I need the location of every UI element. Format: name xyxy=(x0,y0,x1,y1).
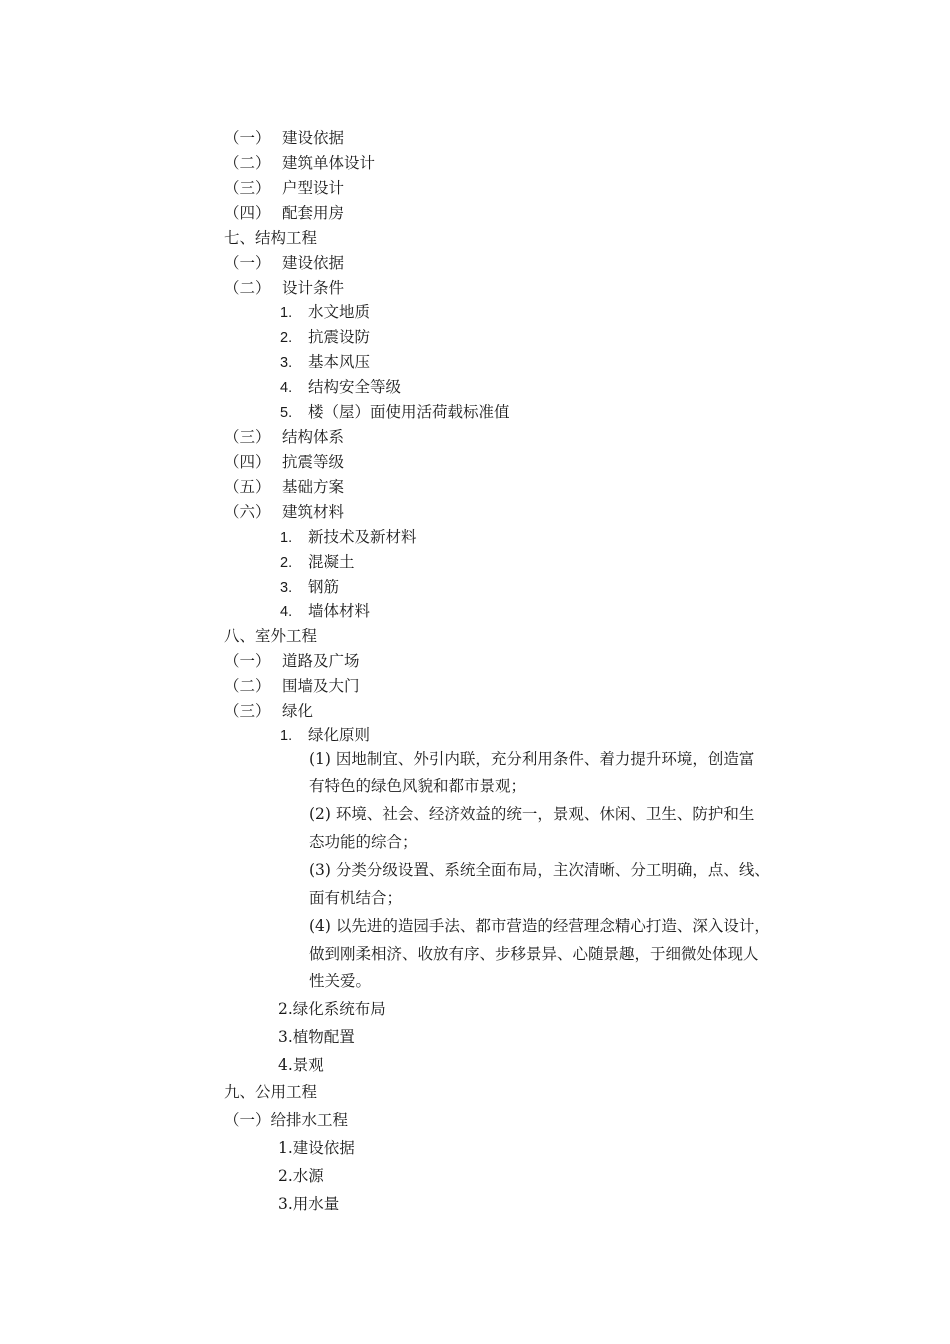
outline-line xyxy=(224,701,313,721)
line-text: 抗震设防 xyxy=(308,328,371,346)
list-marker: 4. xyxy=(280,380,293,396)
outline-line xyxy=(280,327,370,348)
outline-line xyxy=(278,1027,355,1047)
line-text: （一）给排水工程 xyxy=(224,1111,349,1129)
line-text: 基本风压 xyxy=(308,353,371,371)
section-heading xyxy=(224,1082,317,1102)
line-text: 新技术及新材料 xyxy=(308,528,417,546)
list-marker: 5. xyxy=(280,405,293,421)
outline-line xyxy=(278,999,386,1019)
outline-line xyxy=(280,725,370,746)
outline-line xyxy=(224,502,344,522)
line-text: 3.用水量 xyxy=(278,1195,340,1213)
line-text: (4) 以先进的造园手法、都市营造的经营理念精心打造、深入设计， xyxy=(309,917,770,935)
line-text: 2.绿化系统布局 xyxy=(278,1000,386,1018)
line-text: 面有机结合； xyxy=(309,889,403,907)
line-text: 有特色的绿色风貌和都市景观； xyxy=(309,777,527,795)
line-text: 1.建设依据 xyxy=(278,1139,355,1157)
line-text: 基础方案 xyxy=(282,478,345,496)
outline-line xyxy=(280,577,339,598)
list-marker: （四） xyxy=(224,453,271,471)
outline-line xyxy=(280,402,510,423)
line-text: 结构安全等级 xyxy=(308,378,402,396)
line-text: 3.植物配置 xyxy=(278,1028,355,1046)
line-text: 做到刚柔相济、收放有序、步移景异、心随景趣，于细微处体现人 xyxy=(309,945,759,963)
list-marker: （一） xyxy=(224,254,271,272)
list-marker: 4. xyxy=(280,604,293,620)
list-marker: （五） xyxy=(224,478,271,496)
line-text: 绿化原则 xyxy=(308,726,371,744)
list-marker: 2. xyxy=(280,330,293,346)
outline-line xyxy=(280,377,401,398)
line-text: 2.水源 xyxy=(278,1167,324,1185)
line-text: 绿化 xyxy=(282,702,314,720)
line-text: 七、结构工程 xyxy=(224,229,318,247)
section-heading xyxy=(224,228,317,248)
outline-line xyxy=(309,916,770,936)
outline-line xyxy=(224,153,375,173)
outline-line xyxy=(309,944,759,964)
list-marker: 2. xyxy=(280,555,293,571)
line-text: 抗震等级 xyxy=(282,453,345,471)
line-text: 八、室外工程 xyxy=(224,627,318,645)
outline-line xyxy=(309,776,526,796)
outline-line xyxy=(278,1055,324,1075)
list-marker: （一） xyxy=(224,129,271,147)
outline-line xyxy=(309,860,770,880)
outline-line xyxy=(309,971,371,991)
list-marker: （二） xyxy=(224,677,271,695)
outline-line xyxy=(280,527,417,548)
list-marker: 1. xyxy=(280,305,293,321)
list-marker: （三） xyxy=(224,179,271,197)
list-marker: （三） xyxy=(224,428,271,446)
list-marker: （六） xyxy=(224,503,271,521)
list-marker: （一） xyxy=(224,652,271,670)
line-text: 九、公用工程 xyxy=(224,1083,318,1101)
outline-line xyxy=(280,302,370,323)
line-text: 配套用房 xyxy=(282,204,345,222)
line-text: 性关爱。 xyxy=(309,972,372,990)
outline-line xyxy=(309,832,418,852)
list-marker: 1. xyxy=(280,530,293,546)
outline-line xyxy=(309,749,754,769)
line-text: 混凝土 xyxy=(308,553,355,571)
line-text: 结构体系 xyxy=(282,428,345,446)
outline-line xyxy=(224,651,360,671)
outline-line xyxy=(224,203,344,223)
outline-line xyxy=(224,477,344,497)
outline-line xyxy=(280,552,355,573)
outline-line xyxy=(224,178,344,198)
outline-line xyxy=(224,253,344,273)
outline-line xyxy=(309,888,402,908)
outline-line xyxy=(224,1110,348,1130)
line-text: (2) 环境、社会、经济效益的统一，景观、休闲、卫生、防护和生 xyxy=(309,805,755,823)
line-text: 户型设计 xyxy=(282,179,345,197)
outline-line xyxy=(309,804,754,824)
outline-line xyxy=(224,427,344,447)
line-text: (1) 因地制宜、外引内联，充分利用条件、着力提升环境，创造富 xyxy=(309,750,755,768)
line-text: (3) 分类分级设置、系统全面布局，主次清晰、分工明确，点、线、 xyxy=(309,861,770,879)
line-text: 态功能的综合； xyxy=(309,833,418,851)
outline-line xyxy=(280,352,370,373)
list-marker: 3. xyxy=(280,580,293,596)
outline-line xyxy=(278,1194,339,1214)
list-marker: （三） xyxy=(224,702,271,720)
line-text: 建设依据 xyxy=(282,254,345,272)
outline-line xyxy=(224,128,344,148)
list-marker: （二） xyxy=(224,279,271,297)
line-text: 水文地质 xyxy=(308,303,371,321)
line-text: 设计条件 xyxy=(282,279,345,297)
outline-line xyxy=(224,452,344,472)
line-text: 道路及广场 xyxy=(282,652,360,670)
line-text: 4.景观 xyxy=(278,1056,324,1074)
outline-line xyxy=(224,676,360,696)
line-text: 建设依据 xyxy=(282,129,345,147)
outline-line xyxy=(224,278,344,298)
outline-line xyxy=(278,1166,324,1186)
line-text: 墙体材料 xyxy=(308,602,371,620)
line-text: 建筑材料 xyxy=(282,503,345,521)
list-marker: 3. xyxy=(280,355,293,371)
outline-line xyxy=(280,601,370,622)
line-text: 围墙及大门 xyxy=(282,677,360,695)
section-heading xyxy=(224,626,317,646)
list-marker: （二） xyxy=(224,154,271,172)
line-text: 钢筋 xyxy=(308,578,340,596)
outline-line xyxy=(278,1138,355,1158)
line-text: 楼（屋）面使用活荷载标准值 xyxy=(308,403,510,421)
list-marker: 1. xyxy=(280,728,293,744)
list-marker: （四） xyxy=(224,204,271,222)
line-text: 建筑单体设计 xyxy=(282,154,376,172)
